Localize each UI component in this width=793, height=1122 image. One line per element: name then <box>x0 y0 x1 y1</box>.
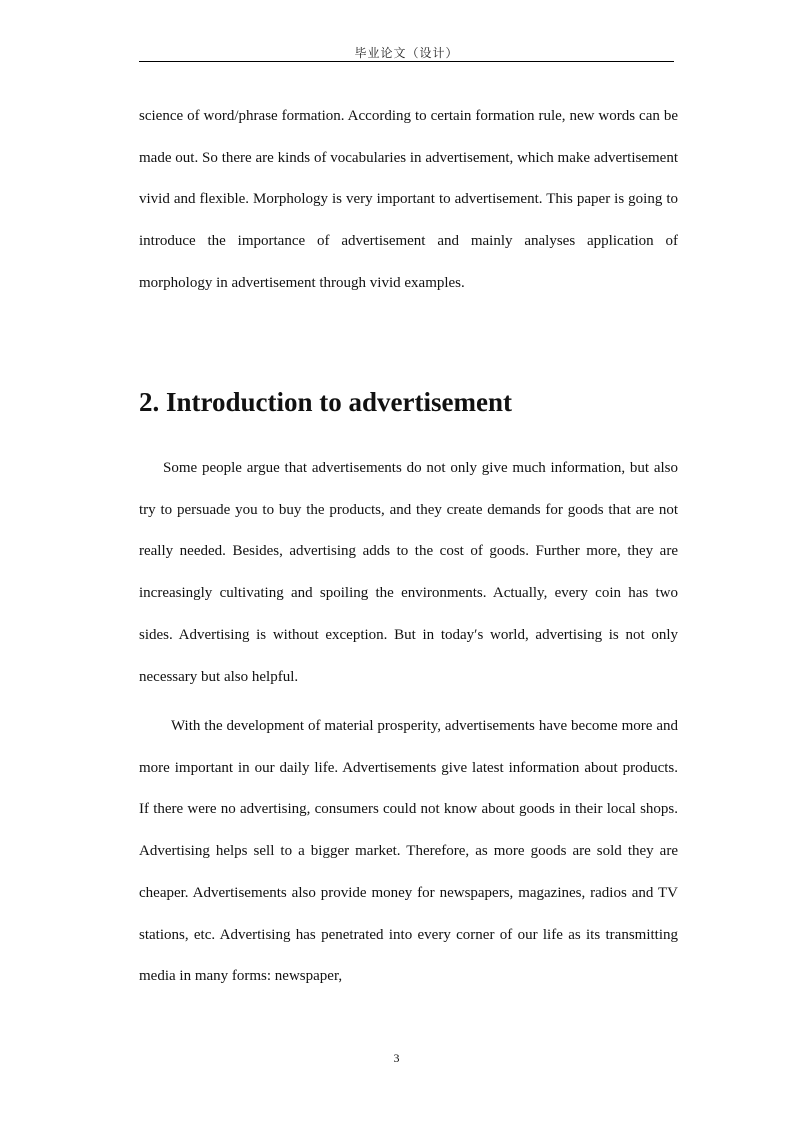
paragraph-argument: Some people argue that advertisements do not only give much information, but also try to persuade you to buy the products, and they create demands for goods that are not really needed. Besides, advertising adds to the cost of goods. Further more, they are increasingly cultivating and spoiling the environments. Actually, every coin has two sides. Advertising is without exception. But in today′s world, advertising is not only necessary but also helpful. <box>139 460 678 685</box>
section-heading: 2. Introduction to advertisement <box>139 387 512 417</box>
running-header: 毕业论文（设计） <box>354 46 459 60</box>
paragraph-development: With the development of material prosperity, advertisements have become more and more important in our daily life. Advertisements give latest information about products. If there were no advertising, consumers could not know about goods in their local shops. Advertising helps sell to a bigger market. Therefore, as more goods are sold they are cheaper. Advertisements also provide money for newspapers, magazines, radios and TV stations, etc. Advertising has penetrated into every corner of our life as its transmitting media in many forms: newspaper, <box>139 718 678 985</box>
header-rule <box>139 61 674 62</box>
page-number: 3 <box>393 1051 400 1065</box>
paragraph-intro-continuation: science of word/phrase formation. According to certain formation rule, new words can be made out. So there are kinds of vocabularies in advertisement, which make advertisement vivid and flexible. Morphology is very important to advertisement. This paper is going to introduce the importance of advertisement and mainly analyses application of morphology in advertisement through vivid examples. <box>139 108 678 291</box>
